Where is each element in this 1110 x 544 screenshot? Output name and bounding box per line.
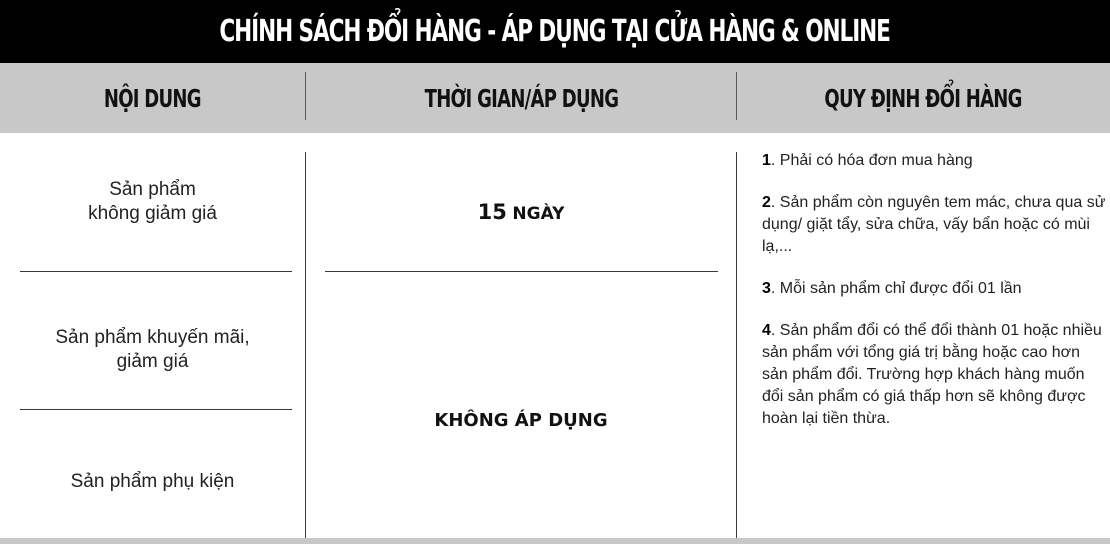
bottom-border (0, 538, 1110, 544)
item-label: không giảm giá (88, 203, 217, 224)
rule-text: . Mỗi sản phẩm chỉ được đổi 01 lần (770, 280, 1022, 297)
header-content (0, 63, 305, 133)
row-divider (20, 409, 292, 410)
rule-text: . Phải có hóa đơn mua hàng (770, 152, 973, 169)
time-not-applicable: KHÔNG ÁP DỤNG (434, 410, 608, 431)
rule-text: . Sản phẩm đổi có thể đổi thành 01 hoặc nhiều sản phẩm với tổng giá trị bằng hoặc cao hơn sản phẩm đổi. Trường hợp khách hàng muốn đổi sản phẩm có giá thấp hơn sẽ không được hoàn lại tiền thừa. (762, 322, 1102, 427)
policy-title: CHÍNH SÁCH ĐỔI HÀNG - ÁP DỤNG TẠI CỬA HÀNG & ONLINE (219, 14, 891, 49)
time-15-days (306, 200, 736, 224)
column-divider (736, 152, 737, 538)
rule-number: 4 (762, 322, 771, 339)
item-accessory (0, 470, 305, 494)
rule-number: 1 (762, 152, 771, 169)
policy-title-bar (0, 0, 1110, 63)
rule-item (762, 278, 1107, 300)
row-divider (325, 271, 718, 272)
days-unit: NGÀY (512, 204, 565, 224)
item-non-discount (0, 178, 305, 226)
days-number: 15 (477, 200, 507, 224)
table-header-row (0, 63, 1110, 133)
header-rules (737, 63, 1110, 133)
rule-item (762, 192, 1107, 258)
item-discount (0, 326, 305, 374)
rule-number: 2 (762, 194, 771, 211)
row-divider (20, 271, 292, 272)
header-rules-label: QUY ĐỊNH ĐỔI HÀNG (824, 83, 1023, 113)
header-time (306, 63, 736, 133)
item-label: Sản phẩm (109, 179, 196, 200)
item-label: Sản phẩm khuyến mãi, (55, 327, 250, 348)
rule-text: . Sản phẩm còn nguyên tem mác, chưa qua sử dụng/ giặt tẩy, sửa chữa, vấy bẩn hoặc có mùi lạ,... (762, 194, 1106, 255)
item-label: Sản phẩm phụ kiện (70, 471, 235, 492)
rules-list (762, 150, 1107, 450)
rule-item (762, 320, 1107, 430)
rule-number: 3 (762, 280, 771, 297)
item-label: giảm giá (116, 351, 189, 372)
header-time-label: THỜI GIAN/ÁP DỤNG (424, 83, 618, 113)
header-content-label: NỘI DUNG (104, 83, 201, 113)
rule-item (762, 150, 1107, 172)
